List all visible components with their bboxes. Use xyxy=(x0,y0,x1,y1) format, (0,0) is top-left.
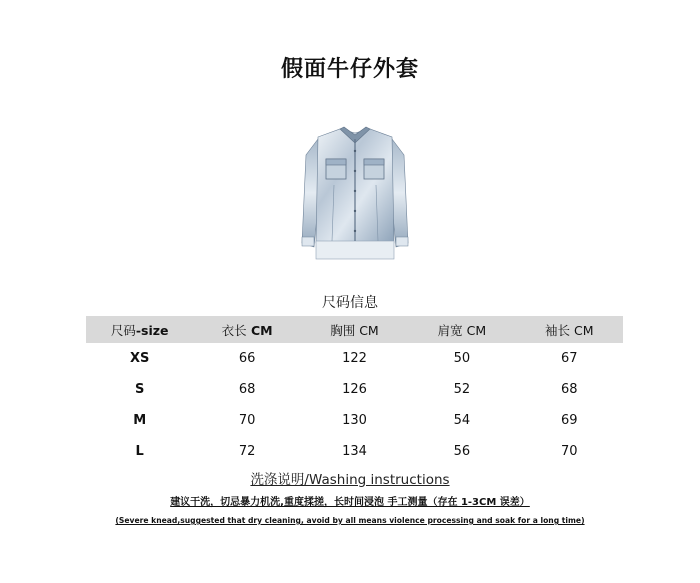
table-row xyxy=(86,374,623,405)
table-row xyxy=(86,436,623,467)
size-cell: L xyxy=(135,444,144,459)
size-cell: M xyxy=(133,413,147,428)
size-cell: XS xyxy=(130,351,150,366)
header-chest: 胸围 CM xyxy=(301,316,408,343)
header-sleeve: 袖长 CM xyxy=(516,316,623,343)
sleeve-cell: 67 xyxy=(561,351,578,366)
chest-cell: 122 xyxy=(342,351,367,366)
shoulder-cell: 54 xyxy=(453,413,471,428)
chest-cell: 126 xyxy=(342,382,367,397)
size-cell: S xyxy=(135,382,145,397)
chest-cell: 130 xyxy=(342,413,367,428)
sleeve-cell: 70 xyxy=(561,444,578,459)
page-title: 假面牛仔外套 xyxy=(280,56,419,82)
washing-instructions-title: 洗涤说明/Washing instructions xyxy=(250,472,450,488)
chest-cell: 134 xyxy=(342,444,367,459)
sleeve-cell: 68 xyxy=(561,382,578,397)
size-info-heading: 尺码信息 xyxy=(322,295,378,311)
shoulder-cell: 56 xyxy=(453,444,471,459)
sleeve-cell: 69 xyxy=(561,413,578,428)
length-cell: 70 xyxy=(238,413,256,428)
shoulder-cell: 50 xyxy=(453,351,471,366)
washing-note-chinese: 建议干洗，切忌暴力机洗,重度揉搓，长时间浸泡 手工测量（存在 1-3CM 误差） xyxy=(170,497,530,508)
length-cell: 66 xyxy=(238,351,256,366)
header-shoulder: 肩宽 CM xyxy=(408,316,515,343)
header-size: 尺码-size xyxy=(86,316,193,343)
denim-jacket-photo xyxy=(300,125,410,261)
header-length: 衣长 CM xyxy=(193,316,300,343)
shoulder-cell: 52 xyxy=(453,382,471,397)
length-cell: 68 xyxy=(238,382,256,397)
size-table xyxy=(86,316,623,467)
size-table-header-row xyxy=(86,316,623,343)
table-row xyxy=(86,343,623,374)
length-cell: 72 xyxy=(238,444,256,459)
washing-note-english: (Severe knead,suggested that dry cleaning, avoid by all means violence processing and soak for a long time) xyxy=(115,516,585,525)
table-row xyxy=(86,405,623,436)
